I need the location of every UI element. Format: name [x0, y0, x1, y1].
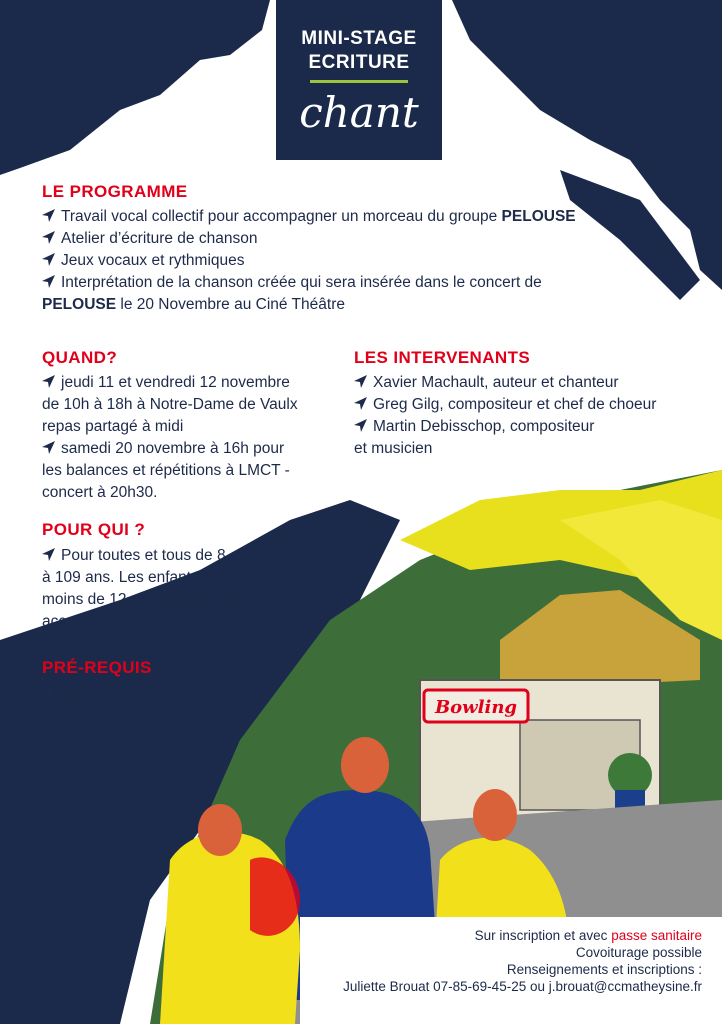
programme-item-bold: PELOUSE: [42, 296, 117, 313]
arrow-icon: [42, 275, 55, 288]
arrow-icon: [42, 548, 55, 561]
pourqui-line: [42, 545, 322, 567]
programme-item: [42, 250, 702, 272]
intervenant-text: Martin Debisschop, compositeur: [373, 418, 595, 435]
prerequis-heading: PRÉ-REQUIS: [42, 658, 152, 677]
intervenant-line: [354, 438, 694, 460]
quand-line: [42, 460, 342, 482]
intervenant-line: [354, 394, 694, 416]
quand-line: [42, 482, 342, 504]
pourqui-text: Pour toutes et tous de 8: [61, 547, 226, 564]
pourqui-heading: POUR QUI ?: [42, 520, 146, 539]
arrow-icon: [354, 419, 367, 432]
person-left-head: [198, 804, 242, 856]
footer-line-3: Renseignements et inscriptions :: [506, 962, 702, 977]
arrow-icon: [42, 685, 55, 698]
programme-item-text: Jeux vocaux et rythmiques: [61, 252, 245, 269]
arrow-icon: [42, 231, 55, 244]
intervenant-text: Greg Gilg, compositeur et chef de choeur: [373, 396, 657, 413]
intervenant-text: et musicien: [354, 440, 433, 457]
pourqui-text: moins de 12 ans doivent être: [42, 591, 242, 608]
quand-text: samedi 20 novembre à 16h pour: [61, 440, 285, 457]
programme-item: [42, 206, 702, 228]
arrow-icon: [354, 397, 367, 410]
programme-item-bold: PELOUSE: [501, 208, 576, 225]
quand-heading: QUAND?: [42, 348, 118, 367]
brush-stroke-top-left: [0, 0, 270, 175]
title-box: [276, 0, 442, 160]
intervenant-line: [354, 372, 694, 394]
quand-line: [42, 372, 342, 394]
arrow-icon: [354, 375, 367, 388]
quand-text: les balances et répétitions à LMCT -: [42, 462, 290, 479]
pourqui-list: [42, 545, 322, 633]
footer-line-1: [475, 927, 702, 944]
title-divider: [310, 80, 408, 83]
prerequis-line: [42, 682, 242, 704]
footer-line-4: Juliette Brouat 07-85-69-45-25 ou j.brouat@ccmatheysine.fr: [343, 979, 702, 994]
quand-list: [42, 372, 342, 504]
footer-line-2: Covoiturage possible: [575, 945, 702, 960]
programme-item-text: Travail vocal collectif pour accompagner un morceau du groupe: [61, 208, 502, 225]
pourqui-line: [42, 567, 322, 589]
pourqui-line: [42, 611, 322, 633]
passe-sanitaire-text: passe sanitaire: [611, 928, 702, 943]
programme-item-text: Interprétation de la chanson créée qui sera insérée dans le concert de: [61, 274, 542, 291]
programme-heading: LE PROGRAMME: [42, 182, 188, 201]
footer-text: Sur inscription et avec: [474, 928, 612, 943]
programme-item-cont: [42, 294, 702, 316]
programme-item-text: le 20 Novembre au Ciné Théâtre: [116, 296, 345, 313]
person-center-head: [341, 737, 389, 793]
arrow-icon: [42, 441, 55, 454]
quand-text: concert à 20h30.: [42, 484, 158, 501]
intervenant-line: [354, 416, 694, 438]
footer-info-box: [300, 917, 722, 1024]
programme-item-text: Atelier d’écriture de chanson: [61, 230, 258, 247]
intervenants-list: [354, 372, 694, 460]
quand-text: jeudi 11 et vendredi 12 novembre: [61, 374, 290, 391]
arrow-icon: [42, 209, 55, 222]
quand-text: de 10h à 18h à Notre-Dame de Vaulx: [42, 396, 298, 413]
programme-item: [42, 272, 702, 294]
quand-line: [42, 394, 342, 416]
prerequis-text: Aucun !: [61, 684, 114, 701]
pourqui-text: accompagnés.: [42, 613, 143, 630]
bowling-sign: Bowling: [434, 697, 518, 718]
quand-line: [42, 438, 342, 460]
person-right-head: [473, 789, 517, 841]
programme-item: [42, 228, 702, 250]
arrow-icon: [42, 375, 55, 388]
quand-line: [42, 416, 342, 438]
title-line-3: chant: [299, 88, 419, 137]
pourqui-line: [42, 589, 322, 611]
title-line-2: ECRITURE: [308, 52, 410, 73]
programme-list: [42, 206, 702, 316]
intervenants-heading: LES INTERVENANTS: [354, 348, 531, 367]
arrow-icon: [42, 253, 55, 266]
pourqui-text: à 109 ans. Les enfants de: [42, 569, 221, 586]
quand-text: repas partagé à midi: [42, 418, 184, 435]
intervenant-text: Xavier Machault, auteur et chanteur: [373, 374, 619, 391]
title-line-1: MINI-STAGE: [301, 28, 417, 49]
